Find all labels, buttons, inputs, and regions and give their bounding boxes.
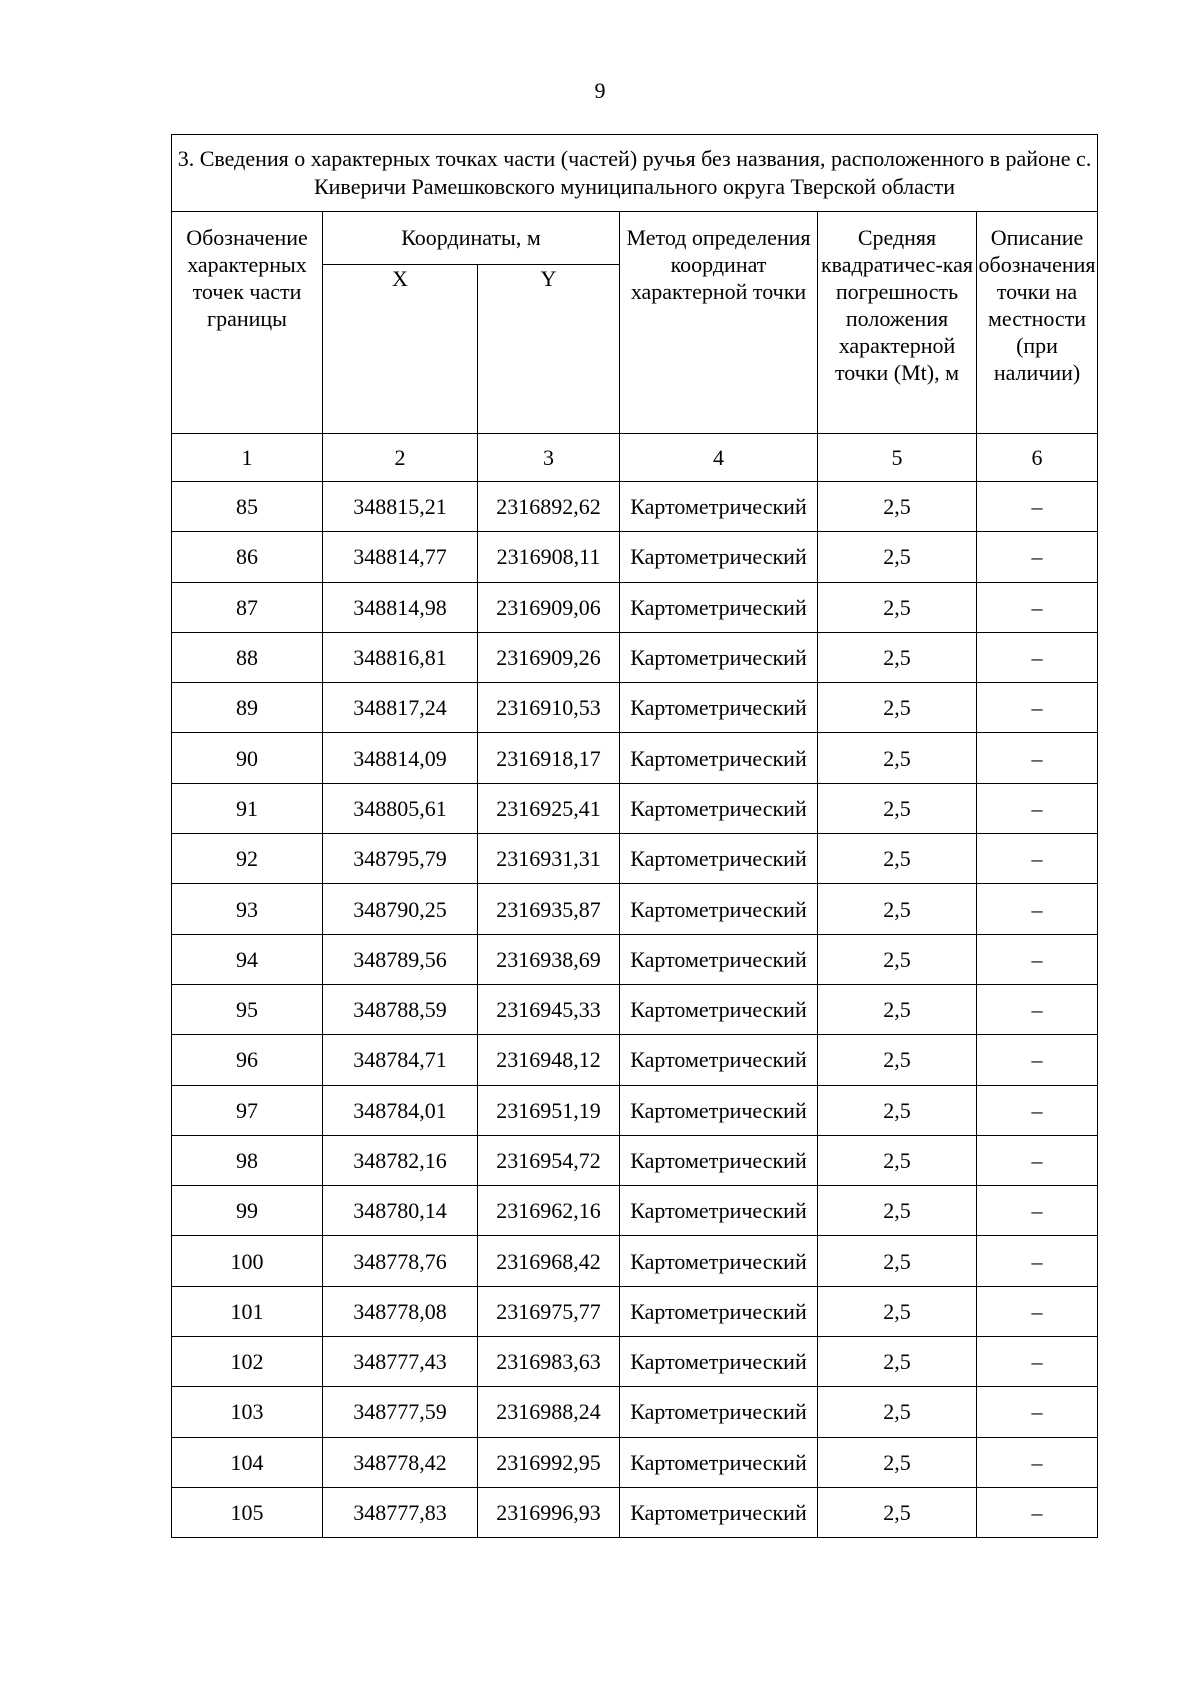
error-cell: 2,5 xyxy=(818,1035,977,1085)
y-coordinate-cell: 2316931,31 xyxy=(478,834,620,884)
table-row xyxy=(172,1487,1098,1537)
x-coordinate-cell: 348778,08 xyxy=(323,1286,478,1336)
point-number-cell: 91 xyxy=(172,783,323,833)
table-row xyxy=(172,1186,1098,1236)
method-cell: Картометрический xyxy=(620,1135,818,1185)
column-number: 1 xyxy=(172,434,323,482)
table-row xyxy=(172,783,1098,833)
y-coordinate-cell: 2316910,53 xyxy=(478,683,620,733)
point-number-cell: 92 xyxy=(172,834,323,884)
description-cell: – xyxy=(977,1135,1098,1185)
x-coordinate-cell: 348790,25 xyxy=(323,884,478,934)
description-cell: – xyxy=(977,1035,1098,1085)
x-coordinate-cell: 348778,42 xyxy=(323,1437,478,1487)
error-cell: 2,5 xyxy=(818,1186,977,1236)
description-cell: – xyxy=(977,1487,1098,1537)
column-numbers-row xyxy=(172,434,1098,482)
table-row xyxy=(172,884,1098,934)
description-cell: – xyxy=(977,1085,1098,1135)
y-coordinate-cell: 2316908,11 xyxy=(478,532,620,582)
method-cell: Картометрический xyxy=(620,834,818,884)
coordinates-table xyxy=(171,134,1098,1538)
table-row xyxy=(172,1286,1098,1336)
point-number-cell: 96 xyxy=(172,1035,323,1085)
method-cell: Картометрический xyxy=(620,934,818,984)
y-coordinate-cell: 2316983,63 xyxy=(478,1337,620,1387)
x-coordinate-cell: 348784,71 xyxy=(323,1035,478,1085)
method-cell: Картометрический xyxy=(620,783,818,833)
column-number: 3 xyxy=(478,434,620,482)
point-number-cell: 105 xyxy=(172,1487,323,1537)
error-cell: 2,5 xyxy=(818,1286,977,1336)
page-number: 9 xyxy=(594,78,606,103)
description-cell: – xyxy=(977,1186,1098,1236)
header-method: Метод определения координат характерной точки xyxy=(620,212,818,434)
column-number: 5 xyxy=(818,434,977,482)
error-cell: 2,5 xyxy=(818,783,977,833)
point-number-cell: 88 xyxy=(172,632,323,682)
method-cell: Картометрический xyxy=(620,683,818,733)
x-coordinate-cell: 348780,14 xyxy=(323,1186,478,1236)
header-point-designation: Обозначение характерных точек части границы xyxy=(172,212,323,434)
table-row xyxy=(172,1035,1098,1085)
y-coordinate-cell: 2316948,12 xyxy=(478,1035,620,1085)
method-cell: Картометрический xyxy=(620,482,818,532)
error-cell: 2,5 xyxy=(818,632,977,682)
method-cell: Картометрический xyxy=(620,582,818,632)
y-coordinate-cell: 2316988,24 xyxy=(478,1387,620,1437)
point-number-cell: 102 xyxy=(172,1337,323,1387)
point-number-cell: 87 xyxy=(172,582,323,632)
error-cell: 2,5 xyxy=(818,984,977,1034)
point-number-cell: 103 xyxy=(172,1387,323,1437)
y-coordinate-cell: 2316945,33 xyxy=(478,984,620,1034)
method-cell: Картометрический xyxy=(620,984,818,1034)
point-number-cell: 100 xyxy=(172,1236,323,1286)
y-coordinate-cell: 2316962,16 xyxy=(478,1186,620,1236)
table-row xyxy=(172,1085,1098,1135)
error-cell: 2,5 xyxy=(818,733,977,783)
table-row xyxy=(172,632,1098,682)
y-coordinate-cell: 2316975,77 xyxy=(478,1286,620,1336)
x-coordinate-cell: 348778,76 xyxy=(323,1236,478,1286)
y-coordinate-cell: 2316992,95 xyxy=(478,1437,620,1487)
description-cell: – xyxy=(977,934,1098,984)
point-number-cell: 89 xyxy=(172,683,323,733)
description-cell: – xyxy=(977,1337,1098,1387)
column-number: 4 xyxy=(620,434,818,482)
method-cell: Картометрический xyxy=(620,532,818,582)
header-description: Описание обозначения точки на местности (при наличии) xyxy=(977,212,1098,434)
y-coordinate-cell: 2316968,42 xyxy=(478,1236,620,1286)
table-row xyxy=(172,1135,1098,1185)
y-coordinate-cell: 2316938,69 xyxy=(478,934,620,984)
error-cell: 2,5 xyxy=(818,834,977,884)
table-row xyxy=(172,934,1098,984)
x-coordinate-cell: 348814,09 xyxy=(323,733,478,783)
description-cell: – xyxy=(977,632,1098,682)
x-coordinate-cell: 348777,59 xyxy=(323,1387,478,1437)
column-number: 2 xyxy=(323,434,478,482)
header-x: X xyxy=(323,265,478,434)
error-cell: 2,5 xyxy=(818,1085,977,1135)
y-coordinate-cell: 2316909,06 xyxy=(478,582,620,632)
y-coordinate-cell: 2316892,62 xyxy=(478,482,620,532)
description-cell: – xyxy=(977,1286,1098,1336)
x-coordinate-cell: 348814,77 xyxy=(323,532,478,582)
description-cell: – xyxy=(977,1387,1098,1437)
x-coordinate-cell: 348777,83 xyxy=(323,1487,478,1537)
description-cell: – xyxy=(977,1437,1098,1487)
error-cell: 2,5 xyxy=(818,1236,977,1286)
description-cell: – xyxy=(977,683,1098,733)
description-cell: – xyxy=(977,582,1098,632)
x-coordinate-cell: 348795,79 xyxy=(323,834,478,884)
table-row xyxy=(172,1337,1098,1387)
error-cell: 2,5 xyxy=(818,1437,977,1487)
description-cell: – xyxy=(977,532,1098,582)
error-cell: 2,5 xyxy=(818,1487,977,1537)
error-cell: 2,5 xyxy=(818,1337,977,1387)
error-cell: 2,5 xyxy=(818,1135,977,1185)
y-coordinate-cell: 2316951,19 xyxy=(478,1085,620,1135)
x-coordinate-cell: 348782,16 xyxy=(323,1135,478,1185)
description-cell: – xyxy=(977,482,1098,532)
x-coordinate-cell: 348777,43 xyxy=(323,1337,478,1387)
table-row xyxy=(172,1437,1098,1487)
method-cell: Картометрический xyxy=(620,1035,818,1085)
description-cell: – xyxy=(977,834,1098,884)
description-cell: – xyxy=(977,783,1098,833)
x-coordinate-cell: 348815,21 xyxy=(323,482,478,532)
header-coordinates: Координаты, м xyxy=(323,212,620,265)
x-coordinate-cell: 348788,59 xyxy=(323,984,478,1034)
error-cell: 2,5 xyxy=(818,532,977,582)
description-cell: – xyxy=(977,984,1098,1034)
point-number-cell: 95 xyxy=(172,984,323,1034)
point-number-cell: 99 xyxy=(172,1186,323,1236)
table-row xyxy=(172,984,1098,1034)
method-cell: Картометрический xyxy=(620,632,818,682)
x-coordinate-cell: 348817,24 xyxy=(323,683,478,733)
x-coordinate-cell: 348814,98 xyxy=(323,582,478,632)
point-number-cell: 85 xyxy=(172,482,323,532)
method-cell: Картометрический xyxy=(620,884,818,934)
point-number-cell: 94 xyxy=(172,934,323,984)
point-number-cell: 104 xyxy=(172,1437,323,1487)
table-row xyxy=(172,482,1098,532)
method-cell: Картометрический xyxy=(620,1236,818,1286)
method-cell: Картометрический xyxy=(620,1387,818,1437)
point-number-cell: 101 xyxy=(172,1286,323,1336)
point-number-cell: 97 xyxy=(172,1085,323,1135)
y-coordinate-cell: 2316918,17 xyxy=(478,733,620,783)
point-number-cell: 93 xyxy=(172,884,323,934)
error-cell: 2,5 xyxy=(818,582,977,632)
method-cell: Картометрический xyxy=(620,733,818,783)
method-cell: Картометрический xyxy=(620,1487,818,1537)
table-title: 3. Сведения о характерных точках части (частей) ручья без названия, расположенного в районе с. Киверичи Рамешковского муниципального округа Тверской области xyxy=(172,135,1098,212)
error-cell: 2,5 xyxy=(818,934,977,984)
table-row xyxy=(172,582,1098,632)
table-row xyxy=(172,733,1098,783)
error-cell: 2,5 xyxy=(818,1387,977,1437)
error-cell: 2,5 xyxy=(818,683,977,733)
description-cell: – xyxy=(977,884,1098,934)
method-cell: Картометрический xyxy=(620,1337,818,1387)
description-cell: – xyxy=(977,1236,1098,1286)
error-cell: 2,5 xyxy=(818,884,977,934)
point-number-cell: 90 xyxy=(172,733,323,783)
description-cell: – xyxy=(977,733,1098,783)
x-coordinate-cell: 348805,61 xyxy=(323,783,478,833)
table-row xyxy=(172,1236,1098,1286)
method-cell: Картометрический xyxy=(620,1286,818,1336)
point-number-cell: 86 xyxy=(172,532,323,582)
x-coordinate-cell: 348784,01 xyxy=(323,1085,478,1135)
x-coordinate-cell: 348816,81 xyxy=(323,632,478,682)
header-y: Y xyxy=(478,265,620,434)
y-coordinate-cell: 2316935,87 xyxy=(478,884,620,934)
y-coordinate-cell: 2316925,41 xyxy=(478,783,620,833)
method-cell: Картометрический xyxy=(620,1085,818,1135)
header-mean-square-error: Средняя квадратичес-кая погрешность положения характерной точки (Mt), м xyxy=(818,212,977,434)
x-coordinate-cell: 348789,56 xyxy=(323,934,478,984)
y-coordinate-cell: 2316996,93 xyxy=(478,1487,620,1537)
table-row xyxy=(172,1387,1098,1437)
point-number-cell: 98 xyxy=(172,1135,323,1185)
error-cell: 2,5 xyxy=(818,482,977,532)
y-coordinate-cell: 2316954,72 xyxy=(478,1135,620,1185)
y-coordinate-cell: 2316909,26 xyxy=(478,632,620,682)
table-row xyxy=(172,683,1098,733)
method-cell: Картометрический xyxy=(620,1186,818,1236)
table-row xyxy=(172,532,1098,582)
method-cell: Картометрический xyxy=(620,1437,818,1487)
table-row xyxy=(172,834,1098,884)
column-number: 6 xyxy=(977,434,1098,482)
